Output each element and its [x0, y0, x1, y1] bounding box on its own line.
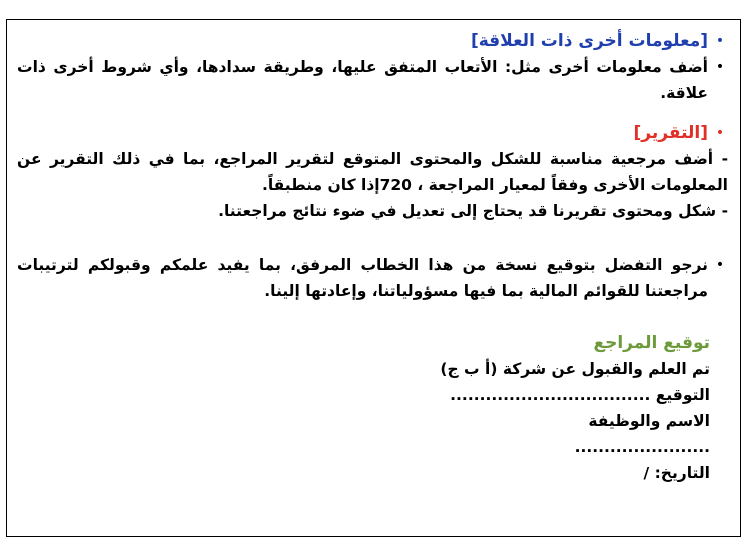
- section-report-line1: [17, 146, 732, 198]
- report-line-1: - أضف مرجعية مناسبة للشكل والمحتوى المتوقع لتقرير المراجع، بما في ذلك التقرير عن المعلومات الأخرى وفقاً لمعيار المراجعة ، 720إذا كان منطبقاً.: [17, 150, 728, 194]
- bullet-icon: •: [715, 257, 725, 273]
- section-other-info-body: [17, 54, 732, 106]
- other-info-heading: [معلومات أخرى ذات العلاقة]: [470, 31, 708, 51]
- document-content: [7, 20, 740, 536]
- report-line-2: - شكل ومحتوى تقريرنا قد يحتاج إلى تعديل في ضوء نتائج مراجعتنا.: [218, 202, 728, 220]
- auditor-signature-title: توقيع المراجع: [593, 333, 710, 353]
- signature-line: التوقيع ..................................: [450, 386, 710, 404]
- bullet-icon: •: [715, 33, 725, 49]
- date-line: التاريخ: /: [643, 464, 710, 482]
- section-report-heading: [17, 120, 732, 146]
- name-title-line: الاسم والوظيفة: [588, 412, 710, 430]
- bullet-icon: •: [715, 59, 725, 75]
- dots-line: .......................: [574, 438, 710, 456]
- report-heading: [التقرير]: [633, 123, 708, 143]
- other-info-text: أضف معلومات أخرى مثل: الأتعاب المتفق عليها، وطريقة سدادها، وأي شروط أخرى ذات علاقة.: [17, 58, 708, 102]
- document-frame: [6, 19, 741, 537]
- bullet-icon: •: [715, 125, 725, 141]
- section-other-info-heading: [17, 28, 732, 54]
- acknowledgement-line: تم العلم والقبول عن شركة (أ ب ج): [440, 360, 710, 378]
- section-request: [17, 252, 732, 304]
- section-report-line2: [17, 198, 732, 224]
- request-text: نرجو التفضل بتوقيع نسخة من هذا الخطاب المرفق، بما يفيد علمكم وقبولكم لترتيبات مراجعتنا للقوائم المالية بما فيها مسؤولياتنا، وإعادتها إلينا.: [17, 256, 708, 300]
